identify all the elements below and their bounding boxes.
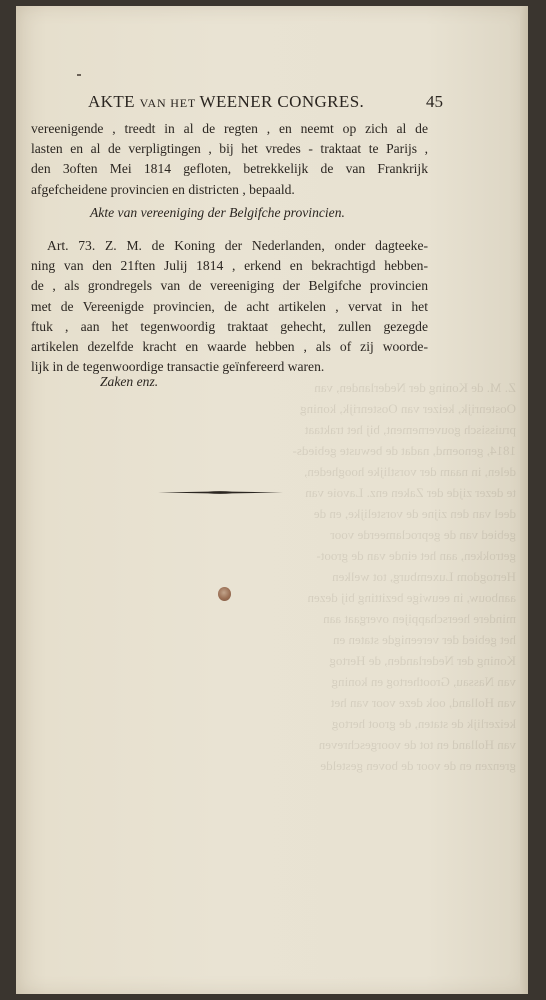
article-73 [31,236,428,377]
closing-text: Zaken enz. [100,374,159,389]
paragraph-continuation [31,119,428,200]
header-title: AKTE VAN HET WEENER CONGRES. [88,92,365,111]
text-line: artikelen dezelfde kracht en waarde hebben , als of zij woorde- [31,338,428,354]
show-through-text: Z. M. de Koning der Nederlanden, van Oostenrijk, keizer van Oostenrijk, koning pruissisch gouvernement, bij het traktaat 1814, genoemd, nadat de bewuste gebieds- delen, in naam der vorstlijke hoogheden, te dezer zijde der Zaken enz. Lavoie van deel van den zijne de vorstelijke, en de gebied van de geproclameerde voor getrokken, aan het einde van de groot- Hertogdom Luxemburg, tot welken aanbouw, in eeuwige bezitting bij dezen mindere heerschappijen overgaat aan het gebied der vereenigde staten en Koning der Nederlanden, de Hertog van Nassau, Groothertog en koning van Holland, ook deze voor van het keizerlijk de staten, de groot hertog van Holland en tot de voorgeschreven grenzen en de voor de boven gestelde [292,380,516,773]
section-heading: Akte van vereeniging der Belgifche provincien. [90,205,345,220]
text-line: vereenigende , treedt in al de regten , en neemt op zich al de [31,121,428,136]
paper-stain [218,587,231,601]
text-line: ning van den 21ften Julij 1814 , erkend en bekrachtigd hebben- [31,258,428,274]
text-line: lasten en al de verpligtingen , bij het vredes - traktaat te Parijs , [31,141,428,157]
page-edge [520,6,528,994]
page-number: 45 [426,92,443,111]
text-line: ftuk , aan het tegenwoordig traktaat gehecht, zullen gezegde [31,318,428,334]
running-header [88,92,448,116]
ornamental-rule [158,490,283,495]
text-line: lijk in de tegenwoordige transactie geïnfereerd waren. [31,359,325,375]
text-line: de , als grondregels van de vereeniging der Belgifche provincien [31,278,428,294]
ink-mark [77,74,81,76]
text-line: Art. 73. Z. M. de Koning der Nederlanden, onder dagteeke- [47,238,428,253]
text-line: afgefcheidene provincien en districten , bepaald. [31,181,295,197]
text-line: den 3often Mei 1814 gefloten, betrekkelijk de van Frankrijk [31,161,428,177]
text-line: met de Vereenigde provincien, de acht artikelen , vervat in het [31,298,428,314]
